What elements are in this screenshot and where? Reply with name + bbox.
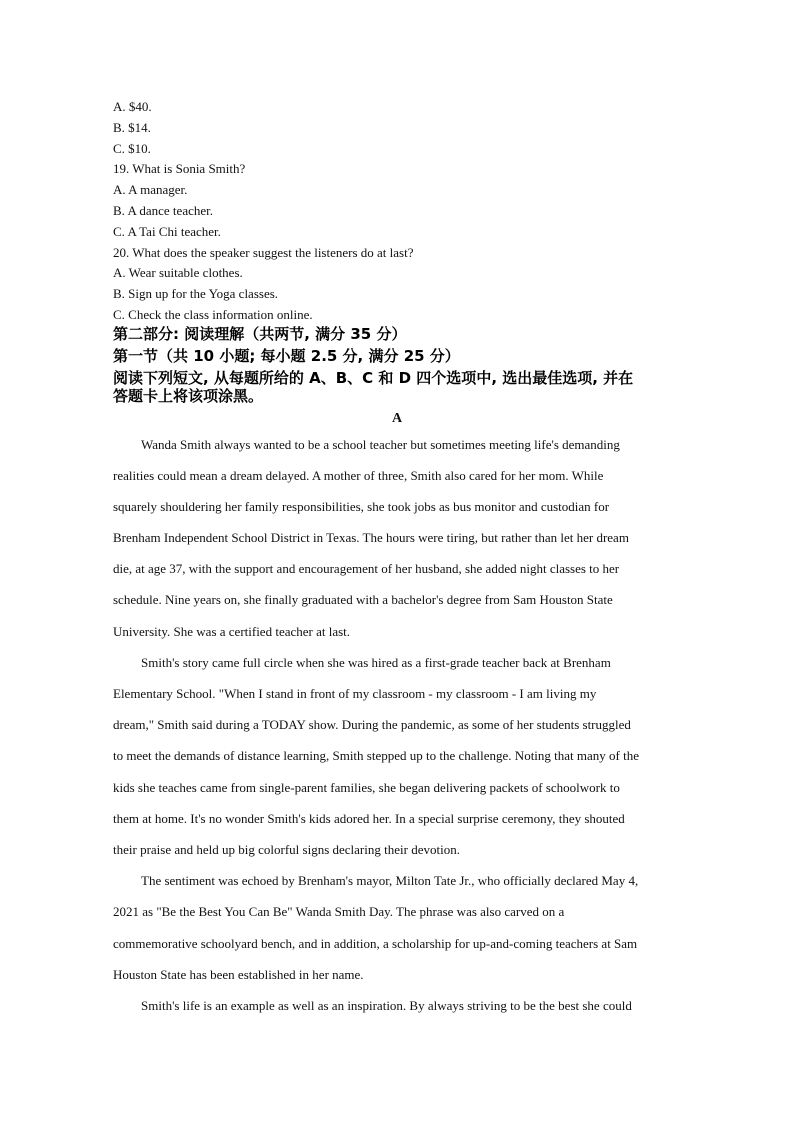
passage-line: squarely shouldering her family responsibilities, she took jobs as bus monitor and custodian for	[113, 499, 610, 514]
passage-line: their praise and held up big colorful signs declaring their devotion.	[113, 842, 460, 857]
passage-line: dream," Smith said during a TODAY show. During the pandemic, as some of her students struggled	[113, 717, 631, 732]
answer-options	[113, 97, 713, 326]
option-line: A. A manager.	[113, 182, 188, 198]
option-line: B. A dance teacher.	[113, 202, 213, 218]
passage-line: Brenham Independent School District in Texas. The hours were tiring, but rather than let her dream	[113, 530, 629, 545]
passage-line: realities could mean a dream delayed. A mother of three, Smith also cared for her mom. While	[113, 468, 604, 483]
passage-line: to meet the demands of distance learning, Smith stepped up to the challenge. Noting that many of the	[113, 748, 640, 763]
instructions-line-1: 阅读下列短文, 从每题所给的 A、B、C 和 D 四个选项中, 选出最佳选项, 并在	[113, 369, 634, 387]
question-19: 19. What is Sonia Smith?	[113, 161, 246, 177]
section-heading: 第二部分: 阅读理解（共两节, 满分 35 分）	[113, 325, 407, 343]
instructions-line-2: 答题卡上将该项涂黑。	[113, 387, 264, 405]
passage-line: kids she teaches came from single-parent families, she began delivering packets of schoolwork to	[113, 780, 620, 795]
passage-line: 2021 as "Be the Best You Can Be" Wanda Smith Day. The phrase was also carved on a	[113, 904, 565, 919]
option-line: A. Wear suitable clothes.	[113, 265, 243, 281]
passage-line: schedule. Nine years on, she finally graduated with a bachelor's degree from Sam Houston State	[113, 592, 613, 607]
passage-line: die, at age 37, with the support and encouragement of her husband, she added night classes to her	[113, 561, 620, 576]
passage-line: Smith's story came full circle when she was hired as a first-grade teacher back at Brenham	[141, 655, 611, 670]
passage-line: Smith's life is an example as well as an inspiration. By always striving to be the best she could	[141, 998, 632, 1013]
passage-line: Houston State has been established in her name.	[113, 967, 364, 982]
passage-line: them at home. It's no wonder Smith's kids adored her. In a special surprise ceremony, they shouted	[113, 811, 625, 826]
passage-line: University. She was a certified teacher at last.	[113, 624, 351, 639]
question-20: 20. What does the speaker suggest the listeners do at last?	[113, 244, 414, 260]
subsection-heading: 第一节（共 10 小题; 每小题 2.5 分, 满分 25 分）	[113, 347, 460, 365]
passage-line: Wanda Smith always wanted to be a school teacher but sometimes meeting life's demanding	[141, 437, 620, 452]
option-line: A. $40.	[113, 99, 152, 114]
passage-line: The sentiment was echoed by Brenham's mayor, Milton Tate Jr., who officially declared May 4,	[141, 873, 639, 888]
passage-line: Elementary School. "When I stand in front of my classroom - my classroom - I am living my	[113, 686, 597, 701]
passage-line: commemorative schoolyard bench, and in addition, a scholarship for up-and-coming teachers at Sam	[113, 936, 638, 951]
option-line: C. A Tai Chi teacher.	[113, 223, 221, 239]
option-line: C. Check the class information online.	[113, 306, 313, 322]
option-line: B. Sign up for the Yoga classes.	[113, 286, 279, 302]
option-line: B. $14.	[113, 119, 151, 135]
passage-title: A	[391, 411, 403, 426]
option-line: C. $10.	[113, 140, 151, 156]
